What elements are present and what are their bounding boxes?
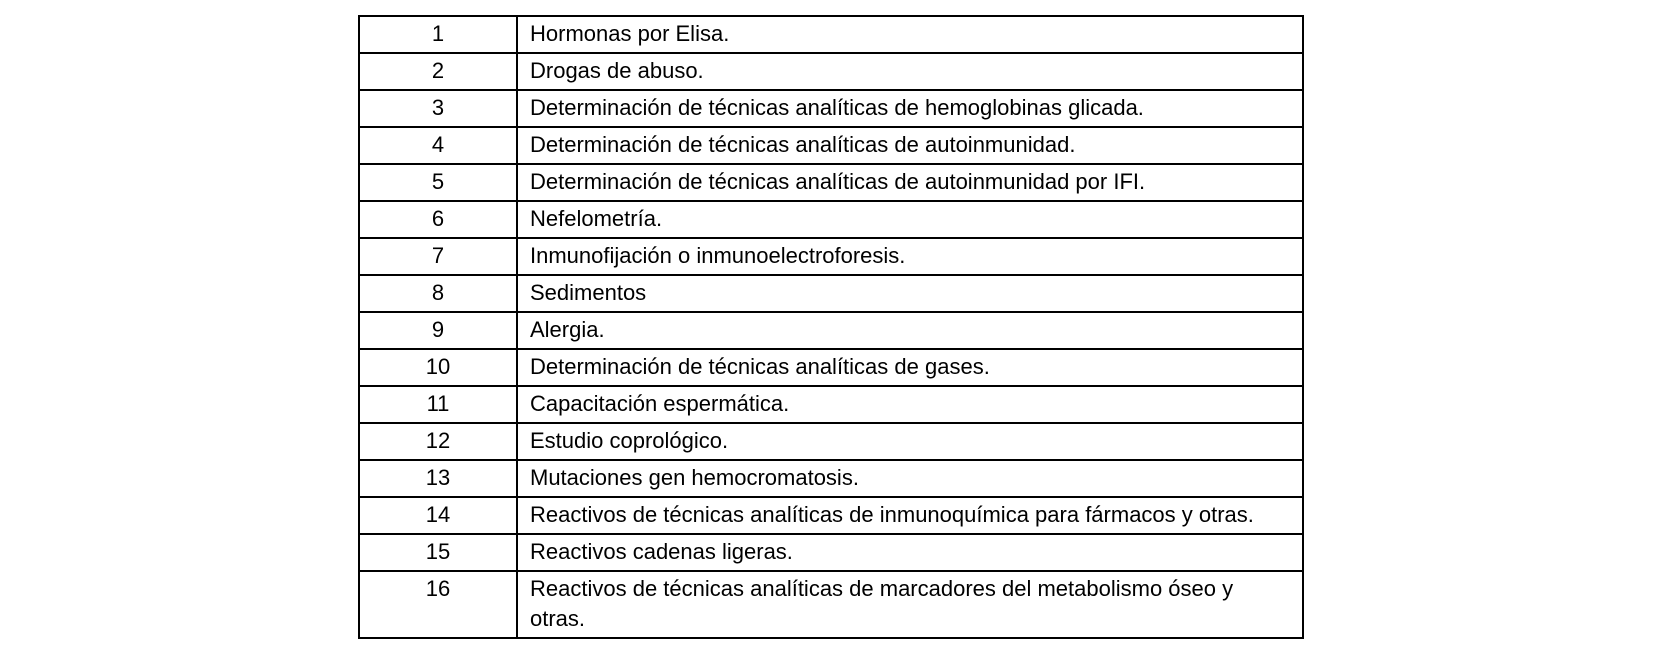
lot-number: 8	[359, 275, 517, 312]
lot-number: 3	[359, 90, 517, 127]
lot-number: 4	[359, 127, 517, 164]
lot-number: 11	[359, 386, 517, 423]
lot-description: Sedimentos	[517, 275, 1303, 312]
lot-description: Inmunofijación o inmunoelectroforesis.	[517, 238, 1303, 275]
lot-number: 7	[359, 238, 517, 275]
lot-description: Reactivos de técnicas analíticas de marcadores del metabolismo óseo y otras.	[517, 571, 1303, 638]
table-row	[359, 275, 1303, 312]
lot-description: Estudio coprológico.	[517, 423, 1303, 460]
table-row	[359, 534, 1303, 571]
lot-number: 14	[359, 497, 517, 534]
table-row	[359, 90, 1303, 127]
table-row	[359, 349, 1303, 386]
lot-number: 15	[359, 534, 517, 571]
table-row	[359, 16, 1303, 53]
lot-description: Nefelometría.	[517, 201, 1303, 238]
table-row	[359, 238, 1303, 275]
lot-number: 6	[359, 201, 517, 238]
lots-table	[358, 15, 1304, 639]
lot-number: 9	[359, 312, 517, 349]
table-row	[359, 423, 1303, 460]
lot-number: 2	[359, 53, 517, 90]
table-row	[359, 127, 1303, 164]
lots-table-body	[359, 16, 1303, 638]
lot-description: Determinación de técnicas analíticas de autoinmunidad.	[517, 127, 1303, 164]
lot-number: 5	[359, 164, 517, 201]
lot-number: 16	[359, 571, 517, 638]
table-row	[359, 312, 1303, 349]
table-row	[359, 571, 1303, 638]
lot-description: Alergia.	[517, 312, 1303, 349]
lot-description: Determinación de técnicas analíticas de autoinmunidad por IFI.	[517, 164, 1303, 201]
lot-description: Hormonas por Elisa.	[517, 16, 1303, 53]
table-row	[359, 386, 1303, 423]
table-row	[359, 164, 1303, 201]
table-row	[359, 497, 1303, 534]
lot-number: 12	[359, 423, 517, 460]
lot-number: 10	[359, 349, 517, 386]
lot-description: Determinación de técnicas analíticas de gases.	[517, 349, 1303, 386]
lot-description: Determinación de técnicas analíticas de hemoglobinas glicada.	[517, 90, 1303, 127]
lot-description: Mutaciones gen hemocromatosis.	[517, 460, 1303, 497]
lot-description: Reactivos de técnicas analíticas de inmunoquímica para fármacos y otras.	[517, 497, 1303, 534]
table-row	[359, 460, 1303, 497]
lot-description: Capacitación espermática.	[517, 386, 1303, 423]
lot-number: 1	[359, 16, 517, 53]
lot-number: 13	[359, 460, 517, 497]
lot-description: Reactivos cadenas ligeras.	[517, 534, 1303, 571]
lot-description: Drogas de abuso.	[517, 53, 1303, 90]
table-row	[359, 201, 1303, 238]
table-row	[359, 53, 1303, 90]
